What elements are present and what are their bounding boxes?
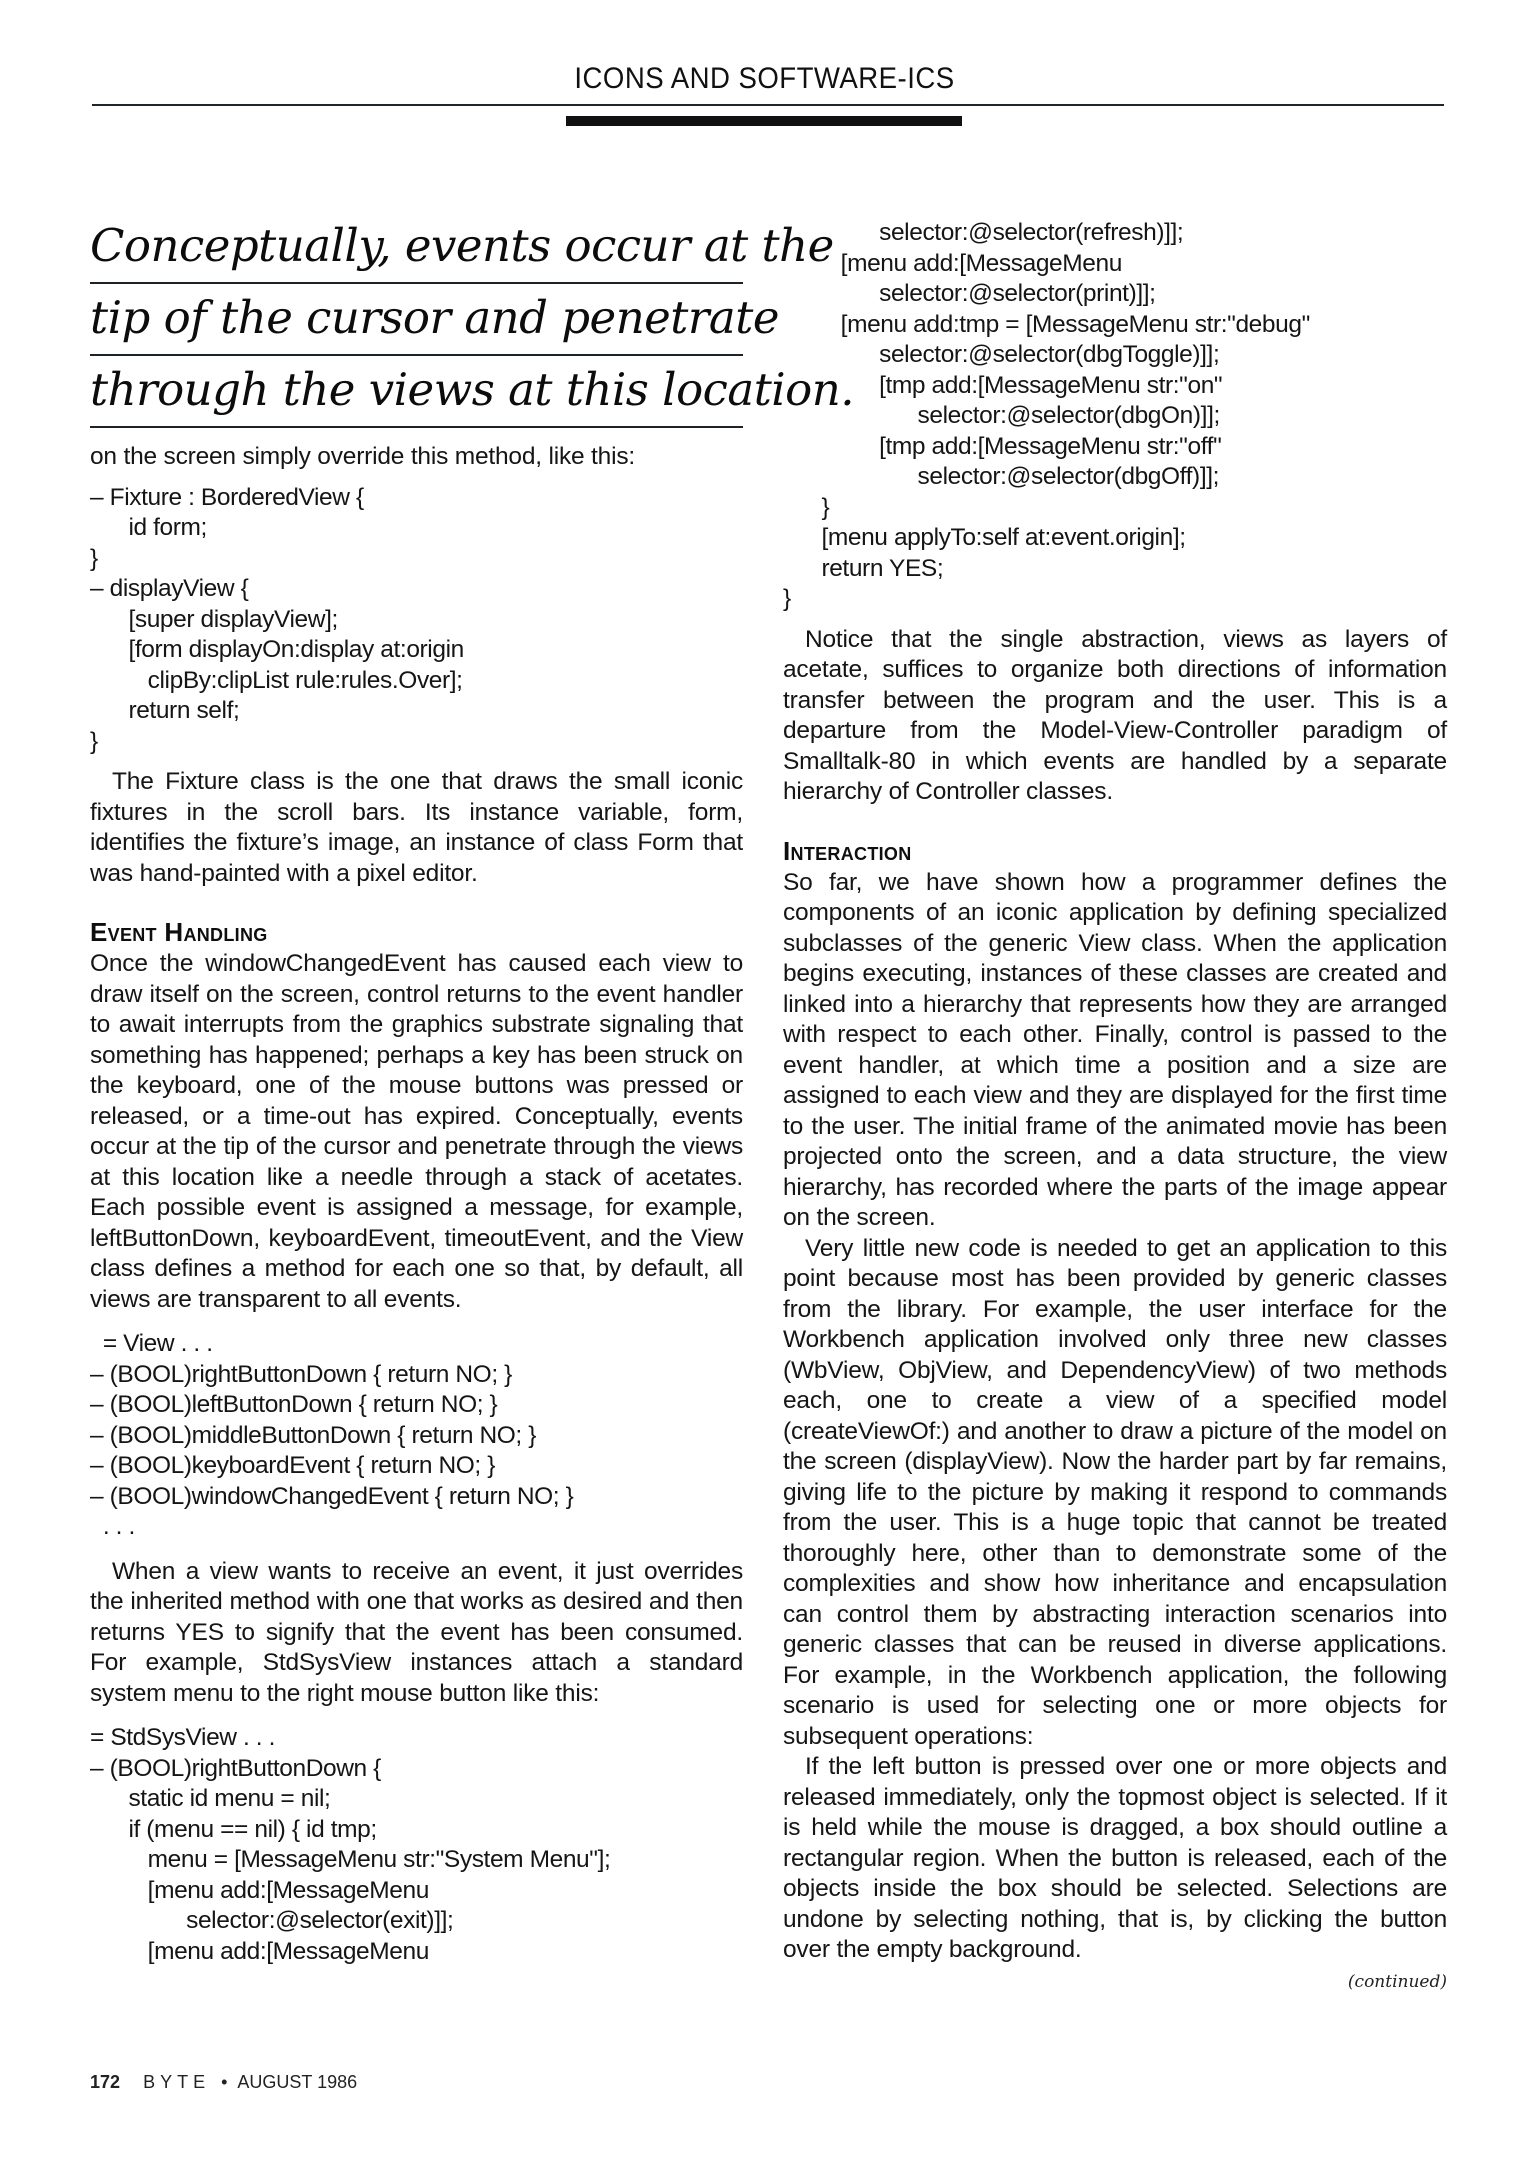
code-line: id form; [90, 514, 207, 541]
code-line: selector:@selector(print)]]; [783, 280, 1156, 307]
code-line: – displayView { [90, 575, 249, 602]
code-line: [form displayOn:display at:origin [90, 636, 464, 663]
code-line: – (BOOL)windowChangedEvent { return NO; } [90, 1482, 574, 1510]
code-line: [menu add:[MessageMenu [90, 1876, 429, 1904]
section-heading-event-handling: Event Handling [90, 917, 268, 947]
paragraph-very-little: Very little new code is needed to get an application to this point because most has been provided by generic classes from the library. For example, the user interface for the Workbench application involved only three new classes (WbView, ObjView, and DependencyView) of two methods each, one to create a view of a specified model (createViewOf:) and another to draw a picture of the model on the screen (displayView). Now the harder part by far remains, giving life to the picture by making it respond to commands from the user. This is a huge topic that cannot be treated thoroughly here, other than to demonstrate some of the complexities and show how inheritance and encapsulation can control them by abstracting interaction scenarios into generic classes that can be reused in diverse applications. For example, in the Workbench application, the following scenario is used for selecting one or more objects for subsequent operations: [783, 1234, 1447, 1750]
magazine-name: BYTE [143, 2072, 211, 2092]
code-line: selector:@selector(dbgOn)]]; [783, 402, 1220, 429]
paragraph-notice: Notice that the single abstraction, views as layers of acetate, suffices to organize both directions of information transfer between the program and the user. This is a departure from the Model-View-Controller paradigm of Smalltalk-80 in which events are handled by a separate hierarchy of Controller classes. [783, 625, 1447, 805]
code-line: } [90, 544, 98, 572]
code-line: return YES; [783, 554, 944, 582]
code-line: static id menu = nil; [90, 1785, 331, 1812]
code-line: clipBy:clipList rule:rules.Over]; [90, 666, 463, 694]
code-line: = View . . . [90, 1330, 213, 1357]
section-heading-interaction: Interaction [783, 835, 912, 866]
code-block-view [90, 1329, 743, 1543]
code-line: – (BOOL)rightButtonDown { [90, 1754, 381, 1782]
code-block-stdsysview [90, 1723, 743, 1967]
paragraph-left-button: If the left button is pressed over one or more objects and released immediately, only the topmost object is selected. If it is held while the mouse is dragged, a box should outline a rectangular region. When the button is released, each of the objects inside the box should be selected. Selections are undone by selecting nothing, that is, by clicking the button over the empty background. [783, 1753, 1447, 1963]
code-line: . . . [90, 1513, 135, 1540]
code-line: selector:@selector(dbgOff)]]; [783, 463, 1220, 490]
code-line: [menu add:tmp = [MessageMenu str:"debug" [783, 310, 1310, 338]
code-line: – Fixture : BorderedView { [90, 483, 364, 511]
code-line: – (BOOL)rightButtonDown { return NO; } [90, 1360, 512, 1388]
paragraph-fixture: The Fixture class is the one that draws the small iconic fixtures in the scroll bars. Its instance variable, form, identifies the fixture’s image, an instance of class Form that was hand-painted with a pixel editor. [90, 768, 743, 887]
code-line: selector:@selector(dbgToggle)]]; [783, 341, 1220, 368]
paragraph-override: When a view wants to receive an event, it just overrides the inherited method with one that works as desired and then returns YES to signify that the event has been consumed. For example, StdSysView instances attach a standard system menu to the right mouse button like this: [90, 1557, 743, 1707]
header-bar [566, 116, 962, 126]
code-line: = StdSysView . . . [90, 1724, 276, 1751]
code-line: [menu add:[MessageMenu [90, 1937, 429, 1965]
page-footer [90, 2072, 357, 2093]
pull-quote-line: Conceptually, events occur at the [90, 212, 743, 284]
code-line: menu = [MessageMenu str:"System Menu"]; [90, 1846, 611, 1873]
code-block-continued [783, 218, 1447, 615]
continued-note: (continued) [1347, 1971, 1447, 1992]
code-line: [menu applyTo:self at:event.origin]; [783, 524, 1186, 551]
pull-quote [90, 212, 855, 428]
paragraph-so-far: So far, we have shown how a programmer defines the components of an iconic application by defining specialized subclasses of the generic View class. When the application begins executing, instances of these classes are created and linked into a hierarchy that represents how they are arranged with respect to each other. Finally, control is passed to the event handler, at which time a position and a size are assigned to each view and they are displayed for the first time to the user. The initial frame of the animated movie has been projected onto the screen, and a data structure, the view hierarchy, has recorded where the parts of the image appear on the screen. [783, 868, 1447, 1231]
code-line: [menu add:[MessageMenu [783, 249, 1122, 277]
code-line: selector:@selector(exit)]]; [90, 1907, 454, 1934]
pull-quote-line: through the views at this location. [90, 356, 743, 428]
code-line: – (BOOL)leftButtonDown { return NO; } [90, 1391, 498, 1418]
code-line: return self; [90, 697, 240, 724]
code-line: } [783, 493, 830, 521]
separator-bullet: • [221, 2072, 228, 2092]
code-line: } [783, 585, 791, 612]
code-line: – (BOOL)keyboardEvent { return NO; } [90, 1452, 496, 1479]
code-line: [super displayView]; [90, 605, 338, 633]
paragraph-intro: on the screen simply override this method, like this: [90, 443, 635, 470]
code-line: if (menu == nil) { id tmp; [90, 1815, 377, 1843]
code-line: [tmp add:[MessageMenu str:"off" [783, 432, 1222, 460]
code-line: selector:@selector(refresh)]]; [783, 219, 1184, 246]
right-column [783, 218, 1447, 1992]
code-block-fixture [90, 483, 743, 758]
page-number: 172 [90, 2072, 121, 2092]
issue-date: AUGUST 1986 [237, 2072, 358, 2092]
paragraph-event-handling: Once the windowChangedEvent has caused each view to draw itself on the screen, control returns to the event handler to await interrupts from the graphics substrate signaling that something has happened; perhaps a key has been struck on the keyboard, one of the mouse buttons was pressed or released, or a time-out has expired. Conceptually, events occur at the tip of the cursor and penetrate through the views at this location like a needle through a stack of acetates. Each possible event is assigned a message, for example, leftButtonDown, keyboardEvent, timeoutEvent, and the View class defines a method for each one so that, by default, all views are transparent to all events. [90, 950, 743, 1313]
code-line: – (BOOL)middleButtonDown { return NO; } [90, 1421, 537, 1449]
pull-quote-line: tip of the cursor and penetrate [90, 284, 743, 356]
code-line: } [90, 727, 98, 755]
header-rule [92, 104, 1444, 106]
code-line: [tmp add:[MessageMenu str:"on" [783, 371, 1223, 399]
running-head-title: ICONS AND SOFTWARE-ICS [574, 62, 955, 95]
